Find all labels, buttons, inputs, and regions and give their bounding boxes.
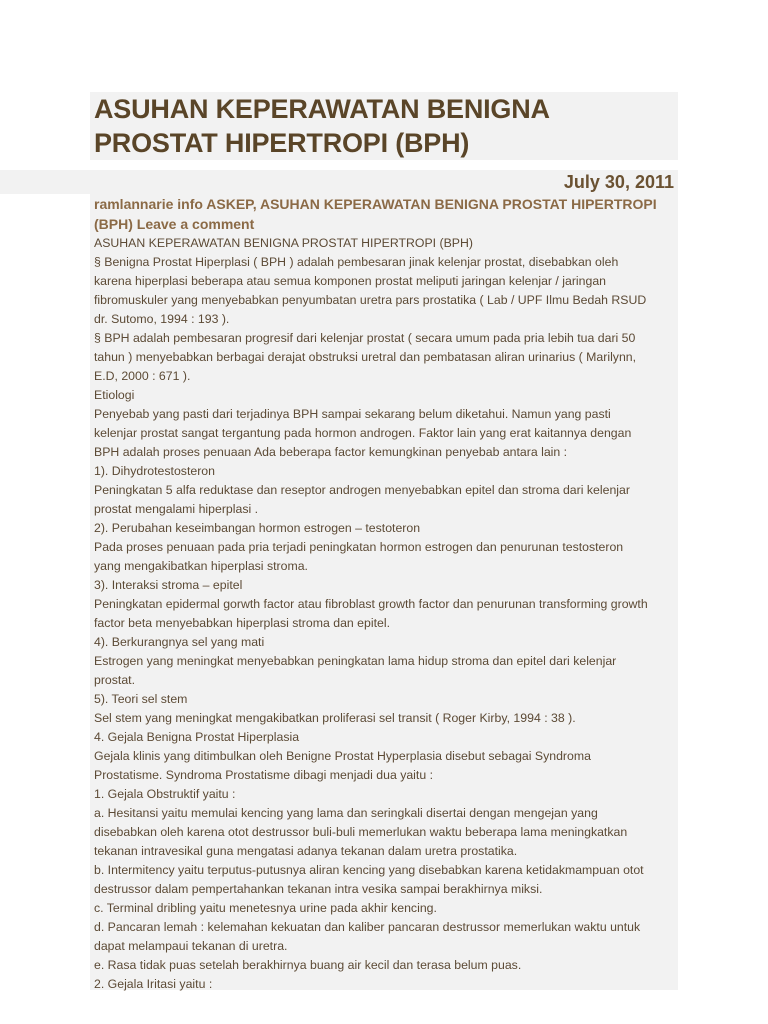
body-line: karena hiperplasi beberapa atau semua komponen prostat meliputi jaringan kelenjar / jaringan xyxy=(94,274,607,288)
body-line: 2. Gejala Iritasi yaitu : xyxy=(94,977,213,991)
body-line: Penyebab yang pasti dari terjadinya BPH sampai sekarang belum diketahui. Namun yang pasti xyxy=(94,407,611,421)
body-line: b. Intermitency yaitu terputus-putusnya aliran kencing yang disebabkan karena ketidakmampuan otot xyxy=(94,863,644,877)
body-line: 4. Gejala Benigna Prostat Hiperplasia xyxy=(94,730,300,744)
body-line: 3). Interaksi stroma – epitel xyxy=(94,578,243,592)
body-line: dapat melampaui tekanan di uretra. xyxy=(94,939,288,953)
body-line: a. Hesitansi yaitu memulai kencing yang lama dan seringkali disertai dengan mengejan yang xyxy=(94,806,598,820)
body-line: tahun ) menyebabkan berbagai derajat obstruksi uretral dan pembatasan aliran urinarius ( Marilynn, xyxy=(94,350,637,364)
body-line: BPH adalah proses penuaan Ada beberapa factor kemungkinan penyebab antara lain : xyxy=(94,445,568,459)
post-meta[interactable]: ramlannarie info ASKEP, ASUHAN KEPERAWATAN BENIGNA PROSTAT HIPERTROPI (BPH) Leave a comment xyxy=(94,196,657,232)
body-line: ASUHAN KEPERAWATAN BENIGNA PROSTAT HIPERTROPI (BPH) xyxy=(94,236,473,250)
body-line: Gejala klinis yang ditimbulkan oleh Benigne Prostat Hyperplasia disebut sebagai Syndroma xyxy=(94,749,591,763)
body-line: Etiologi xyxy=(94,388,135,402)
body-line: 1. Gejala Obstruktif yaitu : xyxy=(94,787,236,801)
body-line: 5). Teori sel stem xyxy=(94,692,188,706)
body-line: Sel stem yang meningkat mengakibatkan proliferasi sel transit ( Roger Kirby, 1994 : 38 ). xyxy=(94,711,576,725)
body-line: Peningkatan epidermal gorwth factor atau fibroblast growth factor dan penurunan transforming growth xyxy=(94,597,648,611)
body-line: Peningkatan 5 alfa reduktase dan reseptor androgen menyebabkan epitel dan stroma dari kelenjar xyxy=(94,483,630,497)
page-title: ASUHAN KEPERAWATAN BENIGNA PROSTAT HIPERTROPI (BPH) xyxy=(94,94,549,158)
body-line: dr. Sutomo, 1994 : 193 ). xyxy=(94,312,230,326)
body-line: prostat. xyxy=(94,673,136,687)
body-line: 1). Dihydrotestosteron xyxy=(94,464,215,478)
body-line: Prostatisme. Syndroma Prostatisme dibagi menjadi dua yaitu : xyxy=(94,768,434,782)
body-line: e. Rasa tidak puas setelah berakhirnya buang air kecil dan terasa belum puas. xyxy=(94,958,522,972)
body-line: Estrogen yang meningkat menyebabkan peningkatan lama hidup stroma dan epitel dari kelenjar xyxy=(94,654,617,668)
body-line: prostat mengalami hiperplasi . xyxy=(94,502,259,516)
body-line: Pada proses penuaan pada pria terjadi peningkatan hormon estrogen dan penurunan testosteron xyxy=(94,540,624,554)
body-line: 4). Berkurangnya sel yang mati xyxy=(94,635,265,649)
body-line: § Benigna Prostat Hiperplasi ( BPH ) adalah pembesaran jinak kelenjar prostat, disebabkan oleh xyxy=(94,255,619,269)
body-line: c. Terminal dribling yaitu menetesnya urine pada akhir kencing. xyxy=(94,901,437,915)
body-line: yang mengakibatkan hiperplasi stroma. xyxy=(94,559,308,573)
body-line: E.D, 2000 : 671 ). xyxy=(94,369,191,383)
body-line: d. Pancaran lemah : kelemahan kekuatan dan kaliber pancaran destrussor memerlukan waktu untuk xyxy=(94,920,641,934)
body-line: fibromuskuler yang menyebabkan penyumbatan uretra pars prostatika ( Lab / UPF Ilmu Bedah RSUD xyxy=(94,293,647,307)
body-line: tekanan intravesikal guna mengatasi adanya tekanan dalam uretra prostatika. xyxy=(94,844,518,858)
body-line: § BPH adalah pembesaran progresif dari kelenjar prostat ( secara umum pada pria lebih tua dari 50 xyxy=(94,331,636,345)
body-line: disebabkan oleh karena otot destrussor buli-buli memerlukan waktu beberapa lama meningkatkan xyxy=(94,825,628,839)
body-line: 2). Perubahan keseimbangan hormon estrogen – testoteron xyxy=(94,521,421,535)
body-line: factor beta menyebabkan hiperplasi stroma dan epitel. xyxy=(94,616,390,630)
post-date: July 30, 2011 xyxy=(563,172,674,192)
body-line: destrussor dalam pempertahankan tekanan intra vesika sampai berakhirnya miksi. xyxy=(94,882,543,896)
body-line: kelenjar prostat sangat tergantung pada hormon androgen. Faktor lain yang erat kaitannya dengan xyxy=(94,426,632,440)
